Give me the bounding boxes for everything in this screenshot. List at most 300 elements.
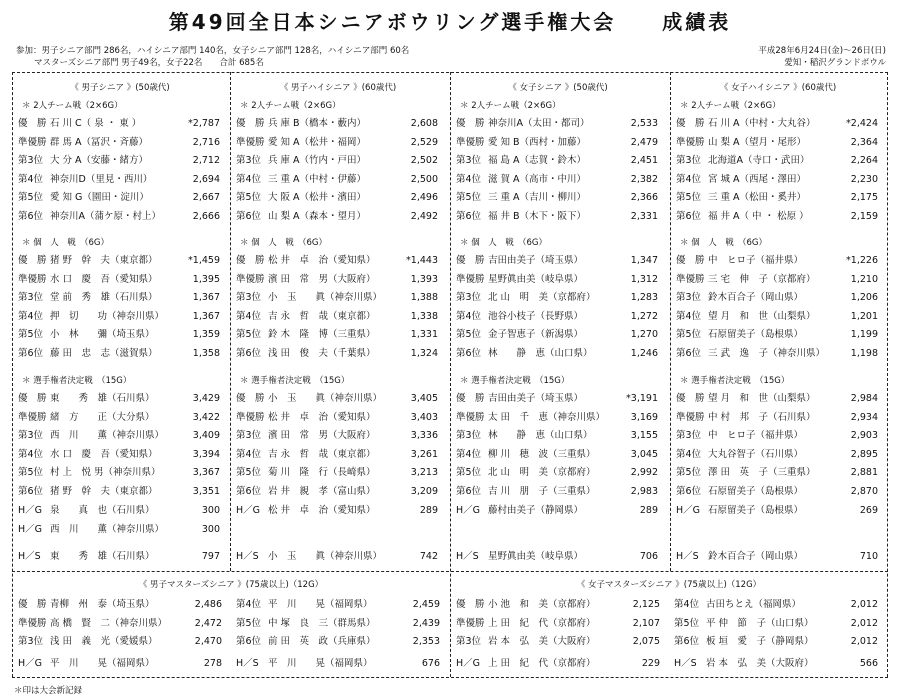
participants-line-1: 参加：男子シニア部門 286名，ハイシニア部門 140名，女子シニア部門 128名，ハイシニア部門 60名 <box>16 46 410 56</box>
result-row <box>14 409 226 426</box>
result-score: 2,012 <box>850 617 878 629</box>
result-score: 2,694 <box>192 173 220 185</box>
result-row <box>232 308 444 325</box>
result-row <box>452 308 664 325</box>
result-name: 石原留美子（島根県） <box>708 329 804 340</box>
result-row <box>672 308 884 325</box>
result-rank: 準優勝 <box>18 411 47 423</box>
result-name: 岩 本 弘 美（大阪府） <box>706 658 814 669</box>
result-name: 青柳 州 泰（埼玉県） <box>50 599 155 610</box>
column-title: 《 男子シニア 》(50歳代) <box>70 83 170 93</box>
result-name: 中 ヒロ子（福井県） <box>708 430 804 441</box>
result-score: 2,331 <box>630 210 658 222</box>
result-rank: 優 勝 <box>676 393 705 404</box>
result-score: 289 <box>419 505 438 516</box>
result-score: 1,367 <box>192 292 220 303</box>
result-score: 269 <box>859 505 878 516</box>
result-score: 289 <box>639 505 658 516</box>
result-rank: 第4位 <box>236 599 262 610</box>
result-name: 神奈川D（里見・西川） <box>50 173 153 185</box>
result-score: 1,338 <box>410 310 438 322</box>
result-score: 2,382 <box>630 173 658 185</box>
result-name: 兵 庫 A（竹内・戸田） <box>268 155 367 166</box>
result-score: 2,075 <box>632 636 660 647</box>
section-label: ＊ 選手権者決定戦 （15G） <box>460 376 570 386</box>
result-row <box>452 289 664 306</box>
result-score: 2,492 <box>410 210 438 222</box>
result-name: 吉田由美子（埼玉県） <box>488 393 584 404</box>
result-score: 2,903 <box>850 430 878 441</box>
result-rank: 第3位 <box>676 155 702 166</box>
result-row <box>14 446 226 463</box>
result-score: 3,409 <box>192 430 220 441</box>
result-rank: 第4位 <box>18 173 44 185</box>
result-score: 3,367 <box>192 467 220 478</box>
result-rank: 第6位 <box>456 485 482 497</box>
result-rank: H／S <box>236 551 259 562</box>
result-name: 石 川 C（ 泉 ・ 東 ） <box>50 118 142 129</box>
result-rank: 第4位 <box>674 599 700 610</box>
result-row <box>452 596 666 613</box>
result-score: 2,934 <box>850 411 878 423</box>
result-score: 2,667 <box>192 192 220 203</box>
result-score: 2,230 <box>850 173 878 185</box>
result-row <box>670 633 884 650</box>
result-score: 1,347 <box>630 255 658 266</box>
result-row <box>672 427 884 444</box>
result-score: 3,209 <box>410 485 438 497</box>
result-row <box>452 189 664 206</box>
result-rank: H／G <box>18 658 43 669</box>
result-row <box>452 427 664 444</box>
result-name: 北海道A（寺口・武田） <box>708 155 810 166</box>
result-score: 2,496 <box>410 192 438 203</box>
result-row <box>232 633 446 650</box>
result-row <box>14 633 228 650</box>
result-score: 2,983 <box>630 485 658 497</box>
result-score: 2,666 <box>192 210 220 222</box>
result-score: 1,206 <box>850 292 878 303</box>
result-rank: H／G <box>18 523 43 535</box>
result-name: 岩 井 親 孝（富山県） <box>268 485 376 497</box>
event-date: 平成28年6月24日(金)～26日(日) <box>758 46 886 56</box>
result-name: 小 林 彌（埼玉県） <box>50 329 155 340</box>
result-row <box>672 409 884 426</box>
result-score: 2,716 <box>192 136 220 148</box>
result-name: 林 静 恵（山口県） <box>488 430 593 441</box>
result-row <box>452 326 664 343</box>
result-rank: 優 勝 <box>236 393 265 404</box>
result-row <box>672 134 884 151</box>
result-name: 浅 田 俊 夫（千葉県） <box>268 347 376 359</box>
result-name: 愛 知 B（西村・加藤） <box>488 136 587 148</box>
result-rank: 第3位 <box>676 292 702 303</box>
result-score: 2,984 <box>850 393 878 404</box>
result-rank: H／G <box>456 505 481 516</box>
result-row <box>452 615 666 632</box>
result-row <box>452 483 664 500</box>
result-name: 古田ちとえ（福岡県） <box>706 599 802 610</box>
result-name: 山 梨 A（森本・望月） <box>268 210 367 222</box>
result-name: 松 井 卓 治（愛知県） <box>268 505 376 516</box>
result-score: 2,439 <box>412 617 440 629</box>
result-row <box>14 427 226 444</box>
result-row <box>232 271 444 288</box>
result-row <box>672 548 884 565</box>
result-score: *3,191 <box>626 393 658 404</box>
result-name: 中 塚 良 三（群馬県） <box>268 617 376 629</box>
result-rank: 第4位 <box>236 448 262 460</box>
result-score: 2,175 <box>850 192 878 203</box>
result-name: 神奈川A（蒲ケ原・村上） <box>50 210 161 222</box>
result-rank: 第6位 <box>18 210 44 222</box>
result-name: 山 梨 A（望月・尾形） <box>708 136 807 148</box>
result-score: 2,608 <box>410 118 438 129</box>
result-rank: 第5位 <box>676 329 702 340</box>
result-name: 水 口 慶 吾（愛知県） <box>50 448 158 460</box>
result-row <box>14 289 226 306</box>
result-score: 2,502 <box>410 155 438 166</box>
result-score: 1,199 <box>850 329 878 340</box>
result-score: 2,451 <box>630 155 658 166</box>
result-row <box>672 326 884 343</box>
section-label: ＊ 2人チーム戦（2×6G） <box>240 101 341 111</box>
result-rank: 第5位 <box>236 617 262 629</box>
frame-bottom <box>12 677 888 678</box>
result-row <box>672 115 884 132</box>
result-rank: 準優勝 <box>18 136 47 148</box>
result-name: 中 ヒロ子（福井県） <box>708 255 804 266</box>
result-rank: 優 勝 <box>18 393 47 404</box>
col-divider-1 <box>230 72 231 571</box>
result-rank: 優 勝 <box>456 393 485 404</box>
result-score: 3,422 <box>192 411 220 423</box>
result-row <box>452 655 666 672</box>
result-score: 3,394 <box>192 448 220 460</box>
result-name: 石原留美子（島根県） <box>708 505 804 516</box>
result-rank: 第3位 <box>18 636 44 647</box>
result-name: 愛 知 G（園田・淀川） <box>50 192 149 203</box>
result-rank: 第4位 <box>676 448 702 460</box>
result-score: 1,359 <box>192 329 220 340</box>
result-row <box>452 409 664 426</box>
result-row <box>232 464 444 481</box>
result-rank: 第5位 <box>456 467 482 478</box>
result-row <box>14 171 226 188</box>
result-name: 鈴木百合子（岡山県） <box>708 292 804 303</box>
result-score: 2,125 <box>632 599 660 610</box>
result-score: 2,895 <box>850 448 878 460</box>
result-score: 2,366 <box>630 192 658 203</box>
result-name: 濱 田 常 男（大阪府） <box>268 273 376 285</box>
result-row <box>14 252 226 269</box>
result-row <box>232 208 444 225</box>
result-name: 三 重 A（中村・伊藤） <box>268 173 367 185</box>
result-name: 星野眞由美（岐阜県） <box>488 551 584 562</box>
result-name: 石原留美子（島根県） <box>708 485 804 497</box>
result-row <box>14 615 228 632</box>
section-label: ＊ 選手権者決定戦 （15G） <box>22 376 132 386</box>
result-score: 2,107 <box>632 617 660 629</box>
result-score: *2,787 <box>188 118 220 129</box>
result-row <box>672 464 884 481</box>
result-row <box>672 345 884 362</box>
result-name: 北 山 明 美（京都府） <box>488 467 596 478</box>
result-score: 3,213 <box>410 467 438 478</box>
result-row <box>670 615 884 632</box>
result-rank: H／S <box>674 658 697 669</box>
result-rank: 優 勝 <box>236 255 265 266</box>
result-row <box>14 521 226 538</box>
result-name: 西 川 薫（神奈川県） <box>50 523 165 535</box>
event-info <box>758 45 886 69</box>
result-row <box>672 502 884 519</box>
result-row <box>232 115 444 132</box>
result-rank: 第4位 <box>676 173 702 185</box>
result-name: 滋 賀 A（高市・中川） <box>488 173 587 185</box>
result-rank: 第3位 <box>456 292 482 303</box>
result-rank: 第3位 <box>456 636 482 647</box>
result-row <box>672 189 884 206</box>
result-name: 松 井 卓 治（愛知県） <box>268 255 376 266</box>
result-score: 3,045 <box>630 448 658 460</box>
result-rank: 第5位 <box>236 467 262 478</box>
result-name: 群 馬 A（冨沢・斉藤） <box>50 136 149 148</box>
section-label: ＊ 個 人 戦 （6G） <box>680 238 767 248</box>
result-name: 三 重 A（吉川・柳川） <box>488 192 587 203</box>
result-row <box>232 252 444 269</box>
result-rank: 第4位 <box>456 173 482 185</box>
result-row <box>672 446 884 463</box>
result-score: 3,405 <box>410 393 438 404</box>
section-label: ＊ 選手権者決定戦 （15G） <box>240 376 350 386</box>
result-name: 三 武 逸 子（神奈川県） <box>708 347 826 359</box>
result-rank: 第6位 <box>676 347 702 359</box>
result-rank: 優 勝 <box>456 599 485 610</box>
result-rank: 第3位 <box>18 155 44 166</box>
result-rank: 準優勝 <box>456 273 485 285</box>
result-name: 猪 野 幹 夫（東京都） <box>50 255 158 266</box>
result-score: 2,470 <box>194 636 222 647</box>
result-score: 2,459 <box>412 599 440 610</box>
result-score: 2,712 <box>192 155 220 166</box>
result-rank: 第6位 <box>236 347 262 359</box>
result-row <box>14 134 226 151</box>
result-score: 2,012 <box>850 599 878 610</box>
result-score: 2,159 <box>850 210 878 222</box>
result-score: 566 <box>859 658 878 669</box>
result-row <box>452 252 664 269</box>
result-row <box>452 134 664 151</box>
result-rank: 第6位 <box>674 636 700 647</box>
result-name: 澤 田 英 子（三重県） <box>708 467 816 478</box>
result-row <box>232 548 444 565</box>
section-label: ＊ 個 人 戦 （6G） <box>460 238 547 248</box>
result-row <box>232 171 444 188</box>
section-label: ＊ 2人チーム戦（2×6G） <box>22 101 123 111</box>
result-row <box>14 548 226 565</box>
result-score: 3,155 <box>630 430 658 441</box>
result-name: 小 池 和 美（京都府） <box>488 599 596 610</box>
result-name: 石 川 A（中村・大丸谷） <box>708 118 816 129</box>
result-rank: 第4位 <box>456 310 482 322</box>
result-rank: 第6位 <box>18 347 44 359</box>
result-row <box>14 308 226 325</box>
result-row <box>14 596 228 613</box>
result-rank: 優 勝 <box>456 118 485 129</box>
result-score: 710 <box>859 551 878 562</box>
col-divider-3 <box>670 72 671 571</box>
result-rank: H／G <box>236 505 261 516</box>
result-rank: 第6位 <box>236 636 262 647</box>
result-row <box>232 152 444 169</box>
result-rank: 第5位 <box>676 192 702 203</box>
result-name: 堂 前 秀 雄（石川県） <box>50 292 158 303</box>
result-score: 1,395 <box>192 273 220 285</box>
result-name: 大 分 A（安藤・緒方） <box>50 155 149 166</box>
result-rank: 準優勝 <box>18 273 47 285</box>
result-score: 2,353 <box>412 636 440 647</box>
result-row <box>672 483 884 500</box>
result-rank: 第5位 <box>18 329 44 340</box>
result-name: 三 宅 伸 子（京都府） <box>708 273 816 285</box>
result-row <box>672 390 884 407</box>
result-score: 1,210 <box>850 273 878 285</box>
result-name: 金子智恵子（新潟県） <box>488 329 584 340</box>
result-name: 平 川 晃（福岡県） <box>268 599 373 610</box>
result-row <box>232 502 444 519</box>
result-score: 3,169 <box>630 411 658 423</box>
result-score: 1,272 <box>630 310 658 322</box>
result-row <box>14 208 226 225</box>
result-name: 東 秀 雄（石川県） <box>50 551 155 562</box>
result-rank: 第3位 <box>456 430 482 441</box>
result-score: 3,403 <box>410 411 438 423</box>
result-rank: H／G <box>18 505 43 516</box>
result-row <box>672 208 884 225</box>
column-title: 《 男子ハイシニア 》(60歳代) <box>279 83 397 93</box>
result-rank: H／S <box>18 551 41 562</box>
result-rank: 優 勝 <box>18 118 47 129</box>
result-score: 797 <box>201 551 220 562</box>
result-score: 1,312 <box>630 273 658 285</box>
result-row <box>452 633 666 650</box>
result-score: 3,261 <box>410 448 438 460</box>
result-score: 676 <box>421 658 440 669</box>
result-name: 望 月 和 世（山梨県） <box>708 393 816 404</box>
result-name: 前 田 英 政（兵庫県） <box>268 636 376 647</box>
result-rank: 第5位 <box>236 329 262 340</box>
result-name: 緒 方 正（大分県） <box>50 411 155 423</box>
result-rank: H／G <box>676 505 701 516</box>
result-name: 高 橋 賢 二（神奈川県） <box>50 617 168 629</box>
result-row <box>452 271 664 288</box>
result-row <box>452 548 664 565</box>
result-score: 2,992 <box>630 467 658 478</box>
result-row <box>14 390 226 407</box>
participants-info <box>16 45 409 69</box>
result-name: 太 田 千 恵（神奈川県） <box>488 411 606 423</box>
result-rank: 準優勝 <box>676 273 705 285</box>
result-score: 1,283 <box>630 292 658 303</box>
frame-left <box>12 72 13 677</box>
result-name: 愛 知 A（松井・福岡） <box>268 136 367 148</box>
result-rank: 第5位 <box>456 329 482 340</box>
result-name: 吉 永 哲 哉（東京都） <box>268 310 376 322</box>
result-rank: 準優勝 <box>676 136 705 148</box>
result-rank: 第3位 <box>18 292 44 303</box>
result-row <box>232 189 444 206</box>
result-rank: 準優勝 <box>456 411 485 423</box>
result-score: *1,459 <box>188 255 220 266</box>
result-score: 3,429 <box>192 393 220 404</box>
result-row <box>452 115 664 132</box>
result-name: 東 秀 雄（石川県） <box>50 393 155 404</box>
result-name: 大 阪 A（松井・濱田） <box>268 192 367 203</box>
result-rank: 第6位 <box>676 485 702 497</box>
result-rank: 第5位 <box>456 192 482 203</box>
frame-right <box>887 72 888 677</box>
result-row <box>672 271 884 288</box>
section-label: ＊ 2人チーム戦（2×6G） <box>460 101 561 111</box>
result-name: 星野眞由美（岐阜県） <box>488 273 584 285</box>
result-row <box>232 427 444 444</box>
result-name: 岩 本 弘 美（大阪府） <box>488 636 596 647</box>
result-rank: 第6位 <box>456 210 482 222</box>
result-score: *1,443 <box>406 255 438 266</box>
result-row <box>14 326 226 343</box>
result-rank: 準優勝 <box>456 617 485 629</box>
result-score: 1,270 <box>630 329 658 340</box>
result-score: 3,336 <box>410 430 438 441</box>
result-rank: H／G <box>456 658 481 669</box>
result-rank: 準優勝 <box>456 136 485 148</box>
result-score: 2,012 <box>850 636 878 647</box>
result-name: 柳 川 穂 波（三重県） <box>488 448 596 460</box>
result-rank: 準優勝 <box>236 273 265 285</box>
result-name: 鈴 木 隆 博（三重県） <box>268 329 376 340</box>
result-rank: H／S <box>456 551 479 562</box>
result-row <box>14 464 226 481</box>
result-rank: 優 勝 <box>236 118 265 129</box>
result-rank: 第6位 <box>676 210 702 222</box>
result-score: 706 <box>639 551 658 562</box>
result-name: 藤 田 忠 志（滋賀県） <box>50 347 158 359</box>
column-title: 《 女子シニア 》(50歳代) <box>508 83 608 93</box>
result-score: 1,367 <box>192 310 220 322</box>
result-row <box>670 596 884 613</box>
result-rank: 第4位 <box>236 310 262 322</box>
section-label: ＊ 2人チーム戦（2×6G） <box>680 101 781 111</box>
footnote: ＊印は大会新記録 <box>14 686 83 696</box>
result-row <box>14 189 226 206</box>
result-rank: 第5位 <box>18 467 44 478</box>
result-score: *1,226 <box>846 255 878 266</box>
result-row <box>232 446 444 463</box>
result-row <box>452 208 664 225</box>
result-rank: 第5位 <box>236 192 262 203</box>
result-row <box>232 134 444 151</box>
result-score: 2,881 <box>850 467 878 478</box>
result-rank: 第3位 <box>18 430 44 441</box>
result-score: 300 <box>201 523 220 535</box>
result-name: 猪 野 幹 夫（東京都） <box>50 485 158 497</box>
result-score: 2,486 <box>194 599 222 610</box>
result-score: *2,424 <box>846 118 878 129</box>
result-row <box>14 655 228 672</box>
result-name: 平 仲 節 子（山口県） <box>706 617 814 629</box>
result-name: 望 月 和 世（山梨県） <box>708 310 816 322</box>
